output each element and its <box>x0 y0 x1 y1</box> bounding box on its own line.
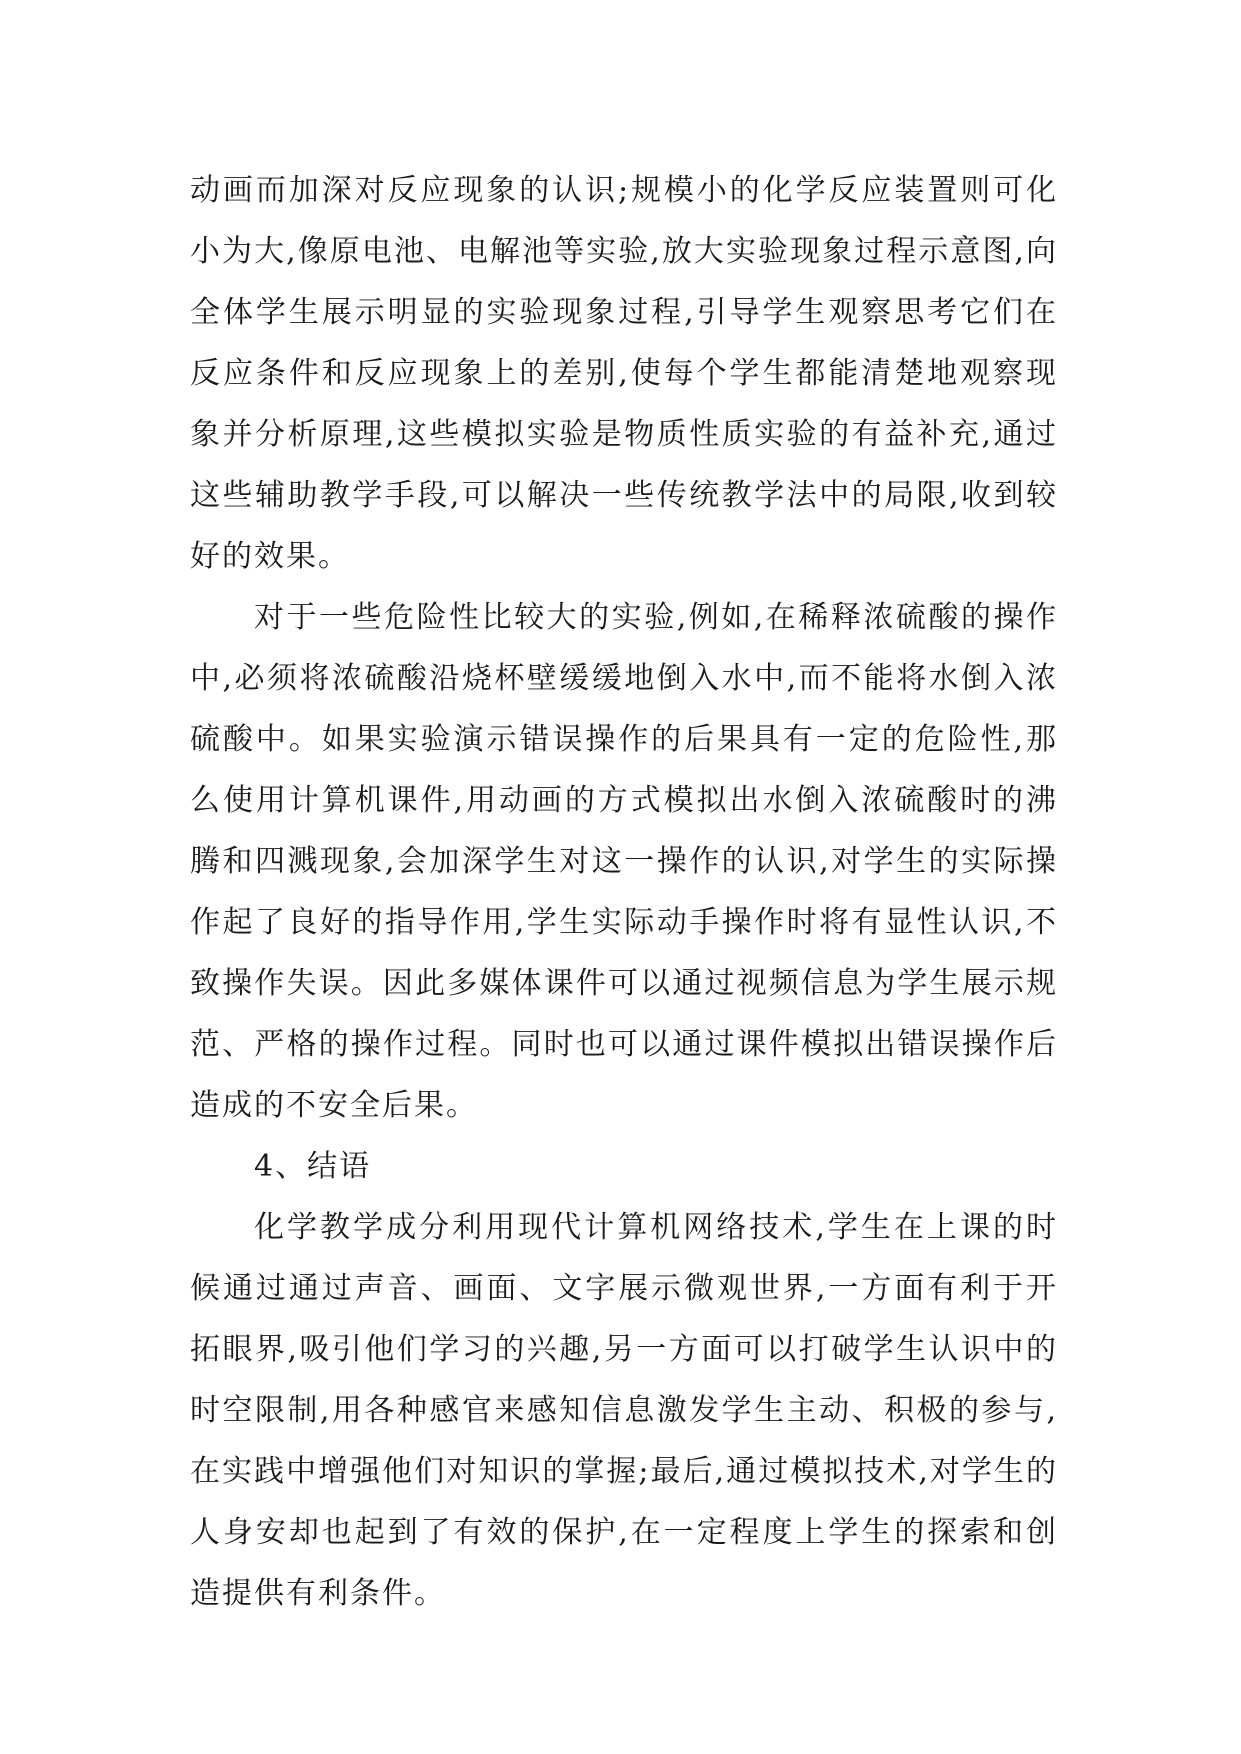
document-body <box>190 160 1058 1624</box>
paragraph-conclusion: 化学教学成分利用现代计算机网络技术,学生在上课的时候通过通过声音、画面、文字展示微观世界,一方面有利于开拓眼界,吸引他们学习的兴趣,另一方面可以打破学生认识中的时空限制,用各种感官来感知信息激发学生主动、积极的参与,在实践中增强他们对知识的掌握;最后,通过模拟技术,对学生的人身安却也起到了有效的保护,在一定程度上学生的探索和创造提供有利条件。 <box>190 1210 1058 1611</box>
section-heading-conclusion: 4、结语 <box>254 1149 372 1184</box>
paragraph-dangerous-experiments: 对于一些危险性比较大的实验,例如,在稀释浓硫酸的操作中,必须将浓硫酸沿烧杯壁缓缓地倒入水中,而不能将水倒入浓硫酸中。如果实验演示错误操作的后果具有一定的危险性,那么使用计算机课件,用动画的方式模拟出水倒入浓硫酸时的沸腾和四溅现象,会加深学生对这一操作的认识,对学生的实际操作起了良好的指导作用,学生实际动手操作时将有显性认识,不致操作失误。因此多媒体课件可以通过视频信息为学生展示规范、严格的操作过程。同时也可以通过课件模拟出错误操作后造成的不安全后果。 <box>190 600 1058 1123</box>
paragraph-continued: 动画而加深对反应现象的认识;规模小的化学反应装置则可化小为大,像原电池、电解池等实验,放大实验现象过程示意图,向全体学生展示明显的实验现象过程,引导学生观察思考它们在反应条件和反应现象上的差别,使每个学生都能清楚地观察现象并分析原理,这些模拟实验是物质性质实验的有益补充,通过这些辅助教学手段,可以解决一些传统教学法中的局限,收到较好的效果。 <box>190 173 1058 574</box>
